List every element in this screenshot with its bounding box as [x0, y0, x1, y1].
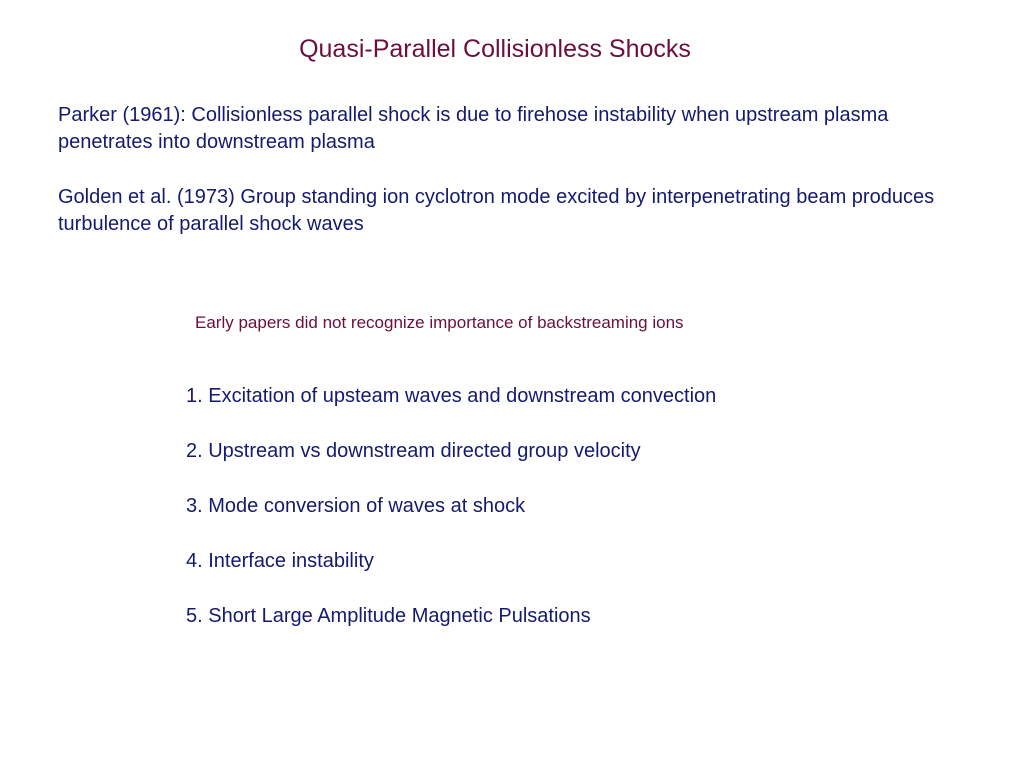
list-item: 5. Short Large Amplitude Magnetic Pulsations: [186, 605, 591, 627]
note-backstreaming-ions: Early papers did not recognize importance of backstreaming ions: [195, 313, 684, 332]
list-item: 1. Excitation of upsteam waves and downstream convection: [186, 385, 717, 407]
list-item: 4. Interface instability: [186, 550, 374, 572]
paragraph-golden: Golden et al. (1973) Group standing ion cyclotron mode excited by interpenetrating beam produces turbulence of parallel shock waves: [58, 186, 935, 235]
list-item: 2. Upstream vs downstream directed group velocity: [186, 440, 641, 462]
paragraph-parker: Parker (1961): Collisionless parallel shock is due to firehose instability when upstream plasma penetrates into downstream plasma: [58, 104, 889, 153]
slide-title: Quasi-Parallel Collisionless Shocks: [299, 35, 691, 63]
list-item: 3. Mode conversion of waves at shock: [186, 495, 526, 517]
numbered-list: [186, 383, 716, 658]
